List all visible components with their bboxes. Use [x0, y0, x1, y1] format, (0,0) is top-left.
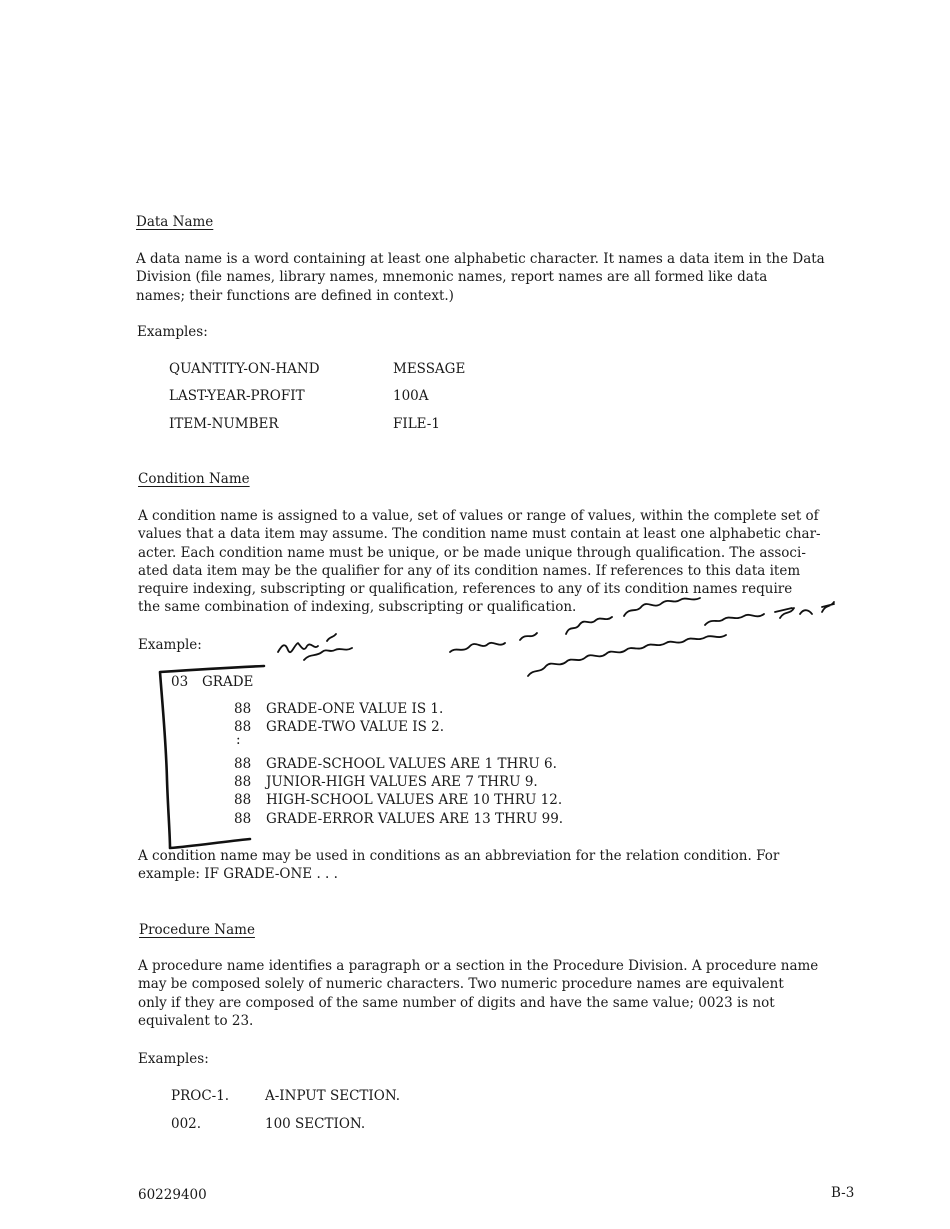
- example-right: A-INPUT SECTION.: [265, 1088, 401, 1104]
- level-number: 03: [171, 674, 189, 690]
- paragraph-line: acter. Each condition name must be unique, or be made unique through qualification. The associ-: [138, 544, 806, 561]
- example-right: 100 SECTION.: [265, 1116, 366, 1132]
- paragraph-line: equivalent to 23.: [138, 1012, 254, 1029]
- paragraph-line: A condition name is assigned to a value, set of values or range of values, within the complete set of: [138, 508, 819, 524]
- condition-entry: GRADE-ONE VALUE IS 1.: [266, 701, 444, 717]
- paragraph-line: only if they are composed of the same number of digits and have the same value; 0023 is not: [138, 994, 775, 1011]
- paragraph-line: require indexing, subscripting or qualification, references to any of its condition names require: [138, 581, 793, 598]
- condition-usage-paragraph: [138, 847, 779, 884]
- example-left: LAST-YEAR-PROFIT: [169, 388, 305, 404]
- paragraph-line: A data name is a word containing at least one alphabetic character. It names a data item in the Data: [136, 251, 825, 267]
- paragraph-line: values that a data item may assume. The condition name must contain at least one alphabetic char-: [138, 526, 821, 543]
- level-number: 88: [234, 701, 252, 717]
- data-name-examples-label: Examples:: [137, 324, 208, 340]
- example-right: 100A: [393, 388, 429, 404]
- procedure-name-paragraph: [138, 957, 818, 1030]
- example-left: 002.: [171, 1116, 202, 1132]
- paragraph-line: names; their functions are defined in context.): [136, 287, 454, 304]
- condition-entry: GRADE-SCHOOL VALUES ARE 1 THRU 6.: [266, 756, 557, 772]
- level-number: 88: [234, 756, 252, 772]
- page-number: B-3: [831, 1185, 855, 1201]
- level-number: 88: [234, 774, 252, 790]
- example-right: MESSAGE: [393, 361, 466, 377]
- condition-entry: GRADE-TWO VALUE IS 2.: [266, 719, 445, 735]
- level-number: 88: [234, 811, 252, 827]
- example-left: QUANTITY-ON-HAND: [169, 361, 320, 377]
- paragraph-line: Division (file names, library names, mnemonic names, report names are all formed like data: [136, 269, 768, 286]
- paragraph-line: A procedure name identifies a paragraph or a section in the Procedure Division. A procedure name: [138, 958, 819, 974]
- group-item-name: GRADE: [202, 674, 254, 690]
- example-right: FILE-1: [393, 416, 440, 432]
- data-name-paragraph: [136, 250, 825, 305]
- paragraph-line: the same combination of indexing, subscripting or qualification.: [138, 599, 577, 616]
- level-number: 88: [234, 792, 252, 808]
- document-number: 60229400: [138, 1187, 207, 1203]
- handwritten-note-scribble: [278, 634, 352, 660]
- example-left: ITEM-NUMBER: [169, 416, 279, 432]
- condition-entry: HIGH-SCHOOL VALUES ARE 10 THRU 12.: [266, 792, 563, 808]
- condition-entry: JUNIOR-HIGH VALUES ARE 7 THRU 9.: [266, 774, 538, 790]
- procedure-name-heading: Procedure Name: [139, 922, 255, 938]
- procedure-examples-label: Examples:: [138, 1051, 209, 1067]
- level-number: 88: [234, 719, 252, 735]
- paragraph-line: may be composed solely of numeric characters. Two numeric procedure names are equivalent: [138, 976, 784, 993]
- paragraph-line: A condition name may be used in conditions as an abbreviation for the relation condition. For: [138, 848, 780, 864]
- paragraph-line: example: IF GRADE-ONE . . .: [138, 866, 338, 883]
- ellipsis-mark: :: [236, 732, 241, 748]
- example-left: PROC-1.: [171, 1088, 230, 1104]
- condition-name-paragraph: [138, 507, 821, 617]
- handwritten-note-scribble: [528, 635, 726, 676]
- data-name-heading: Data Name: [136, 214, 214, 230]
- paragraph-line: ated data item may be the qualifier for any of its condition names. If references to this data item: [138, 562, 801, 579]
- condition-name-heading: Condition Name: [138, 471, 250, 487]
- condition-example-label: Example:: [138, 637, 202, 653]
- condition-entry: GRADE-ERROR VALUES ARE 13 THRU 99.: [266, 811, 564, 827]
